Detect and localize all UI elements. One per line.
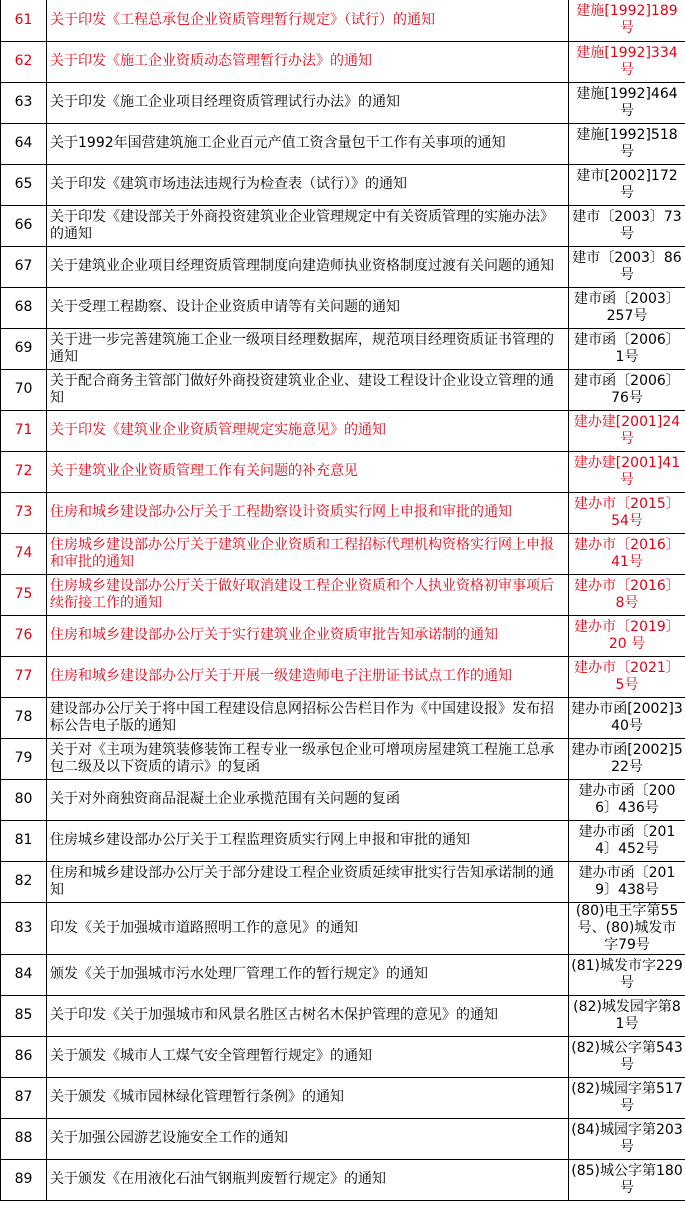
row-number-cell: 66: [1, 205, 47, 246]
document-number-cell: 建市函〔2006〕1号: [569, 328, 685, 369]
document-title-cell: 住房和城乡建设部办公厅关于工程勘察设计资质实行网上申报和审批的通知: [47, 492, 569, 533]
document-title-cell: 关于印发《施工企业资质动态管理暂行办法》的通知: [47, 41, 569, 82]
document-number-cell: 建施[1992]334号: [569, 41, 685, 82]
row-number-cell: 67: [1, 246, 47, 287]
table-body: [1, 0, 685, 1200]
table-row: [1, 369, 685, 410]
table-row: [1, 328, 685, 369]
document-title-cell: 关于配合商务主管部门做好外商投资建筑业企业、建设工程设计企业设立管理的通知: [47, 369, 569, 410]
document-title-cell: 关于印发《施工企业项目经理资质管理试行办法》的通知: [47, 82, 569, 123]
document-number-cell: 建市函〔2003〕257号: [569, 287, 685, 328]
document-title-cell: 关于印发《建设部关于外商投资建筑业企业管理规定中有关资质管理的实施办法》的通知: [47, 205, 569, 246]
document-number-cell: 建办市〔2021〕5号: [569, 656, 685, 697]
row-number-cell: 89: [1, 1159, 47, 1200]
document-title-cell: 住房城乡建设部办公厅关于做好取消建设工程企业资质和个人执业资格初审事项后续衔接工作的通知: [47, 574, 569, 615]
row-number-cell: 69: [1, 328, 47, 369]
row-number-cell: 70: [1, 369, 47, 410]
table-row: [1, 1036, 685, 1077]
row-number-cell: 63: [1, 82, 47, 123]
table-row: [1, 451, 685, 492]
row-number-cell: 65: [1, 164, 47, 205]
document-title-cell: 关于加强公园游艺设施安全工作的通知: [47, 1118, 569, 1159]
document-number-cell: (82)城公字第543号: [569, 1036, 685, 1077]
document-title-cell: 住房和城乡建设部办公厅关于部分建设工程企业资质延续审批实行告知承诺制的通知: [47, 861, 569, 902]
document-number-cell: 建办市〔2016〕8号: [569, 574, 685, 615]
document-title-cell: 印发《关于加强城市道路照明工作的意见》的通知: [47, 902, 569, 954]
row-number-cell: 68: [1, 287, 47, 328]
table-row: [1, 1077, 685, 1118]
document-title-cell: 关于建筑业企业项目经理资质管理制度向建造师执业资格制度过渡有关问题的通知: [47, 246, 569, 287]
row-number-cell: 77: [1, 656, 47, 697]
document-title-cell: 关于颁发《城市人工煤气安全管理暂行规定》的通知: [47, 1036, 569, 1077]
table-row: [1, 902, 685, 954]
table-row: [1, 656, 685, 697]
row-number-cell: 62: [1, 41, 47, 82]
document-number-cell: 建办市〔2016〕41号: [569, 533, 685, 574]
row-number-cell: 61: [1, 0, 47, 41]
document-number-cell: (82)城园字第517号: [569, 1077, 685, 1118]
table-row: [1, 1159, 685, 1200]
row-number-cell: 76: [1, 615, 47, 656]
row-number-cell: 64: [1, 123, 47, 164]
document-title-cell: 关于对外商独资商品混凝土企业承揽范围有关问题的复函: [47, 779, 569, 820]
row-number-cell: 81: [1, 820, 47, 861]
document-title-cell: 关于1992年国营建筑施工企业百元产值工资含量包干工作有关事项的通知: [47, 123, 569, 164]
document-number-cell: (85)城公字第180号: [569, 1159, 685, 1200]
document-number-cell: (84)城园字第203号: [569, 1118, 685, 1159]
document-number-cell: 建办市函〔2006〕436号: [569, 779, 685, 820]
document-title-cell: 住房城乡建设部办公厅关于建筑业企业资质和工程招标代理机构资格实行网上申报和审批的通知: [47, 533, 569, 574]
document-title-cell: 关于建筑业企业资质管理工作有关问题的补充意见: [47, 451, 569, 492]
row-number-cell: 78: [1, 697, 47, 738]
table-row: [1, 615, 685, 656]
document-number-cell: (80)电王字第55号、(80)城发市字79号: [569, 902, 685, 954]
row-number-cell: 74: [1, 533, 47, 574]
document-title-cell: 住房和城乡建设部办公厅关于实行建筑业企业资质审批告知承诺制的通知: [47, 615, 569, 656]
table-row: [1, 287, 685, 328]
document-title-cell: 关于印发《建筑市场违法违规行为检查表（试行）》的通知: [47, 164, 569, 205]
document-title-cell: 关于印发《建筑业企业资质管理规定实施意见》的通知: [47, 410, 569, 451]
row-number-cell: 80: [1, 779, 47, 820]
document-number-cell: 建施[1992]189号: [569, 0, 685, 41]
document-number-cell: 建市函〔2006〕76号: [569, 369, 685, 410]
table-row: [1, 738, 685, 779]
table-row: [1, 164, 685, 205]
document-title-cell: 关于印发《工程总承包企业资质管理暂行规定》（试行）的通知: [47, 0, 569, 41]
row-number-cell: 88: [1, 1118, 47, 1159]
table-row: [1, 246, 685, 287]
table-row: [1, 205, 685, 246]
row-number-cell: 82: [1, 861, 47, 902]
row-number-cell: 72: [1, 451, 47, 492]
document-number-cell: 建施[1992]464号: [569, 82, 685, 123]
table-row: [1, 410, 685, 451]
document-title-cell: 关于印发《关于加强城市和风景名胜区古树名木保护管理的意见》的通知: [47, 995, 569, 1036]
document-number-cell: 建办建[2001]41号: [569, 451, 685, 492]
document-title-cell: 颁发《关于加强城市污水处理厂管理工作的暂行规定》的通知: [47, 954, 569, 995]
document-title-cell: 住房城乡建设部办公厅关于工程监理资质实行网上申报和审批的通知: [47, 820, 569, 861]
document-number-cell: 建办市〔2019〕20 号: [569, 615, 685, 656]
document-title-cell: 关于对《主项为建筑装修装饰工程专业一级承包企业可增项房屋建筑工程施工总承包二级及以下资质的请示》的复函: [47, 738, 569, 779]
table-row: [1, 861, 685, 902]
document-title-cell: 建设部办公厅关于将中国工程建设信息网招标公告栏目作为《中国建设报》发布招标公告电子版的通知: [47, 697, 569, 738]
row-number-cell: 75: [1, 574, 47, 615]
row-number-cell: 87: [1, 1077, 47, 1118]
document-title-cell: 关于受理工程勘察、设计企业资质申请等有关问题的通知: [47, 287, 569, 328]
document-number-cell: 建办市函[2002]340号: [569, 697, 685, 738]
row-number-cell: 79: [1, 738, 47, 779]
row-number-cell: 86: [1, 1036, 47, 1077]
document-title-cell: 关于颁发《城市园林绿化管理暂行条例》的通知: [47, 1077, 569, 1118]
document-number-cell: 建办市函〔2019〕438号: [569, 861, 685, 902]
table-row: [1, 574, 685, 615]
row-number-cell: 84: [1, 954, 47, 995]
document-title-cell: 关于进一步完善建筑施工企业一级项目经理数据库，规范项目经理资质证书管理的通知: [47, 328, 569, 369]
document-number-cell: 建施[1992]518号: [569, 123, 685, 164]
document-number-cell: (81)城发市字229号: [569, 954, 685, 995]
table-row: [1, 1118, 685, 1159]
row-number-cell: 83: [1, 902, 47, 954]
document-number-cell: (82)城发园字第81号: [569, 995, 685, 1036]
table-row: [1, 82, 685, 123]
table-row: [1, 533, 685, 574]
table-row: [1, 779, 685, 820]
table-row: [1, 0, 685, 41]
document-number-cell: 建办市函[2002]522号: [569, 738, 685, 779]
row-number-cell: 71: [1, 410, 47, 451]
document-number-cell: 建市〔2003〕73号: [569, 205, 685, 246]
table-row: [1, 697, 685, 738]
document-title-cell: 关于颁发《在用液化石油气钢瓶判废暂行规定》的通知: [47, 1159, 569, 1200]
document-number-cell: 建市[2002]172号: [569, 164, 685, 205]
document-title-cell: 住房和城乡建设部办公厅关于开展一级建造师电子注册证书试点工作的通知: [47, 656, 569, 697]
document-number-cell: 建办市函〔2014〕452号: [569, 820, 685, 861]
document-number-cell: 建市〔2003〕86号: [569, 246, 685, 287]
table-row: [1, 995, 685, 1036]
document-number-cell: 建办市〔2015〕54号: [569, 492, 685, 533]
table-row: [1, 123, 685, 164]
table-row: [1, 820, 685, 861]
row-number-cell: 73: [1, 492, 47, 533]
table-row: [1, 492, 685, 533]
table-row: [1, 41, 685, 82]
row-number-cell: 85: [1, 995, 47, 1036]
table-row: [1, 954, 685, 995]
document-number-cell: 建办建[2001]24号: [569, 410, 685, 451]
